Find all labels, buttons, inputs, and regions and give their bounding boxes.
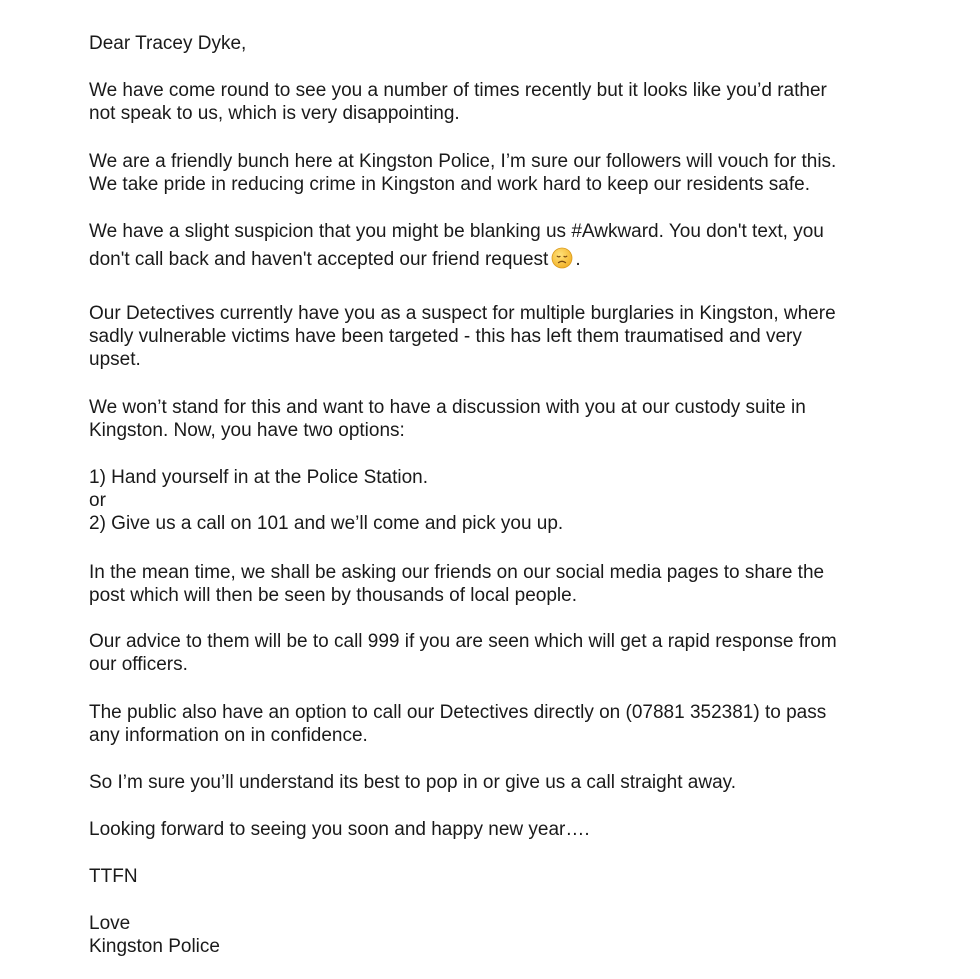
paragraph-suspicion — [89, 220, 824, 271]
options-list — [89, 466, 563, 535]
paragraph-pop-in — [89, 771, 736, 794]
paragraph-ttfn — [89, 865, 138, 888]
paragraph-period: . — [575, 249, 581, 270]
paragraph-social-media — [89, 561, 824, 607]
option-2: 2) Give us a call on 101 and we’ll come and pick you up. — [89, 513, 564, 534]
paragraph-public — [89, 701, 826, 747]
paragraph-line: The public also have an option to call our Detectives directly on (07881 352381) to pass — [89, 702, 827, 723]
option-separator: or — [89, 490, 106, 511]
paragraph-line: Our Detectives currently have you as a suspect for multiple burglaries in Kingston, where — [89, 303, 836, 324]
paragraph-line: We have a slight suspicion that you might be blanking us #Awkward. You don't text, you — [89, 221, 824, 242]
paragraph-line: So I’m sure you’ll understand its best to pop in or give us a call straight away. — [89, 772, 737, 793]
paragraph-line: Kingston. Now, you have two options: — [89, 420, 405, 441]
paragraph-line-emoji — [89, 247, 824, 271]
paragraph-line: any information on in confidence. — [89, 725, 368, 746]
paragraph-suspect — [89, 302, 836, 371]
paragraph-line: TTFN — [89, 866, 138, 887]
paragraph-advice — [89, 630, 837, 676]
paragraph-line: our officers. — [89, 654, 188, 675]
paragraph-looking-forward — [89, 818, 590, 841]
paragraph-line: We have come round to see you a number of times recently but it looks like you’d rather — [89, 80, 827, 101]
paragraph-line-text: don't call back and haven't accepted our friend request — [89, 249, 549, 270]
option-1: 1) Hand yourself in at the Police Station. — [89, 467, 429, 488]
paragraph-line: not speak to us, which is very disappointing. — [89, 103, 460, 124]
paragraph-line: upset. — [89, 349, 141, 370]
paragraph-friendly — [89, 150, 836, 196]
paragraph-line: We take pride in reducing crime in Kingston and work hard to keep our residents safe. — [89, 174, 810, 195]
paragraph-line: Our advice to them will be to call 999 if you are seen which will get a rapid response from — [89, 631, 837, 652]
paragraph-visits — [89, 79, 827, 125]
paragraph-line: We are a friendly bunch here at Kingston Police, I’m sure our followers will vouch for this. — [89, 151, 837, 172]
paragraph-line: In the mean time, we shall be asking our friends on our social media pages to share the — [89, 562, 825, 583]
signoff: Love — [89, 913, 131, 934]
paragraph-line: We won’t stand for this and want to have a discussion with you at our custody suite in — [89, 397, 806, 418]
paragraph-line: post which will then be seen by thousands of local people. — [89, 585, 577, 606]
paragraph-discussion — [89, 396, 806, 442]
signoff-block — [89, 912, 220, 958]
sad-face-emoji-icon — [551, 247, 573, 269]
paragraph-line: Looking forward to seeing you soon and happy new year…. — [89, 819, 590, 840]
paragraph-line: sadly vulnerable victims have been targeted - this has left them traumatised and very — [89, 326, 802, 347]
salutation-text: Dear Tracey Dyke, — [89, 33, 247, 54]
salutation — [89, 32, 246, 55]
signature: Kingston Police — [89, 936, 220, 957]
